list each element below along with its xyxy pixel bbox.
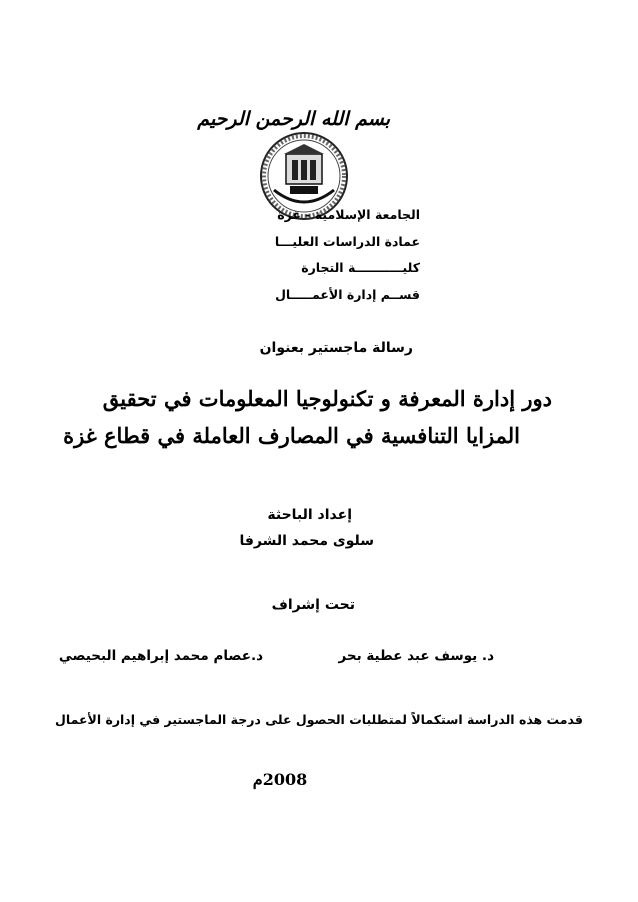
deanship-name: عمادة الدراسات العليـــا: [274, 234, 420, 249]
prepared-by-label: إعداد الباحثة: [267, 507, 352, 523]
university-name: الجامعة الإسلامية - غزة: [277, 207, 420, 222]
supervisor-2: د.عصام محمد إبراهيم البحيصي: [58, 648, 263, 664]
author-name: سلوى محمد الشرفا: [239, 533, 374, 549]
department-name: قســم إدارة الأعمـــــال: [275, 287, 420, 302]
year: 2008م: [252, 770, 308, 789]
supervisor-1: د. يوسف عبد عطية بحر: [338, 648, 494, 664]
supervision-label: تحت إشراف: [271, 597, 355, 613]
thesis-label: رسالة ماجستير بعنوان: [259, 340, 413, 356]
thesis-title-line-2: المزايا التنافسية في المصارف العاملة في قطاع غزة: [63, 423, 520, 448]
submission-statement: قدمت هذه الدراسة استكمالاً لمتطلبات الحصول على درجة الماجستير في إدارة الأعمال: [55, 712, 583, 727]
faculty-name: كليـــــــــــة التجارة: [301, 260, 420, 275]
thesis-title-line-1: دور إدارة المعرفة و تكنولوجيا المعلومات في تحقيق: [102, 386, 552, 411]
basmala: بسم الله الرحمن الرحيم: [197, 108, 390, 130]
